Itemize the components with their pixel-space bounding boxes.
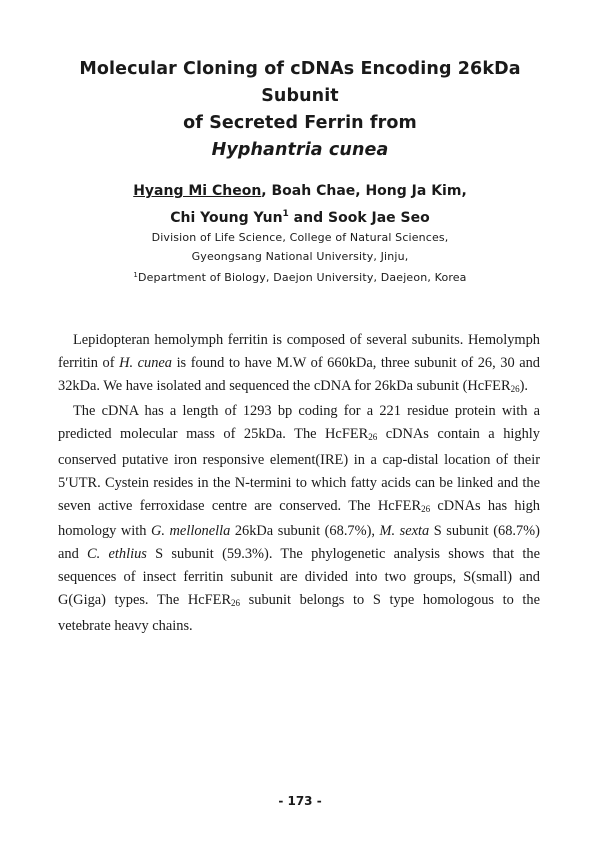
subscript: 26 xyxy=(368,432,378,443)
presenting-author: Hyang Mi Cheon xyxy=(133,183,262,199)
author-list xyxy=(40,180,560,230)
text-run: The cDNA has a length of 1293 bp coding for a 221 residue protein with a predicted molecular mass of 25kDa. The HcFER xyxy=(58,403,540,443)
title-line-1: Molecular Cloning of cDNAs Encoding 26kDa Subunit xyxy=(79,59,521,106)
text-run: Lepidopteran hemolymph ferritin is composed of several subunits. Hemolymph ferritin of xyxy=(58,332,540,371)
title-line-2: of Secreted Ferrin from xyxy=(183,113,417,133)
subscript: 26 xyxy=(421,503,431,514)
species-name: C. ethlius xyxy=(87,546,147,563)
affiliation-line-3 xyxy=(40,266,560,288)
affiliation-marker: 1 xyxy=(133,271,139,279)
affiliation-line-2: Gyeongsang National University, Jinju, xyxy=(191,249,409,263)
author-name: Chi Young Yun xyxy=(170,210,283,226)
text-run: cDNAs has high homology with xyxy=(58,497,540,540)
abstract-body xyxy=(58,329,540,637)
title-species: Hyphantria cunea xyxy=(211,140,389,160)
abstract-paragraph-2 xyxy=(58,400,540,637)
author-name: Boah Chae xyxy=(271,183,356,199)
species-name: G. mellonella xyxy=(151,523,231,540)
paper-title xyxy=(40,56,560,164)
author-name: Hong Ja Kim xyxy=(365,183,462,199)
abstract-paragraph-1 xyxy=(58,329,540,400)
subscript: 26 xyxy=(510,383,520,394)
text-run: 26kDa subunit (68.7%), xyxy=(230,523,380,540)
author-line-1 xyxy=(40,180,560,203)
text-run: S subunit (68.7%) and xyxy=(58,523,540,563)
affiliation-text: Department of Biology, Daejon University, Daejeon, Korea xyxy=(138,271,467,284)
text-run: S subunit (59.3%). The phylogenetic analysis shows that the sequences of insect ferritin subunit are divided into two groups, S(small) and G(Giga) types. The HcFER xyxy=(58,546,540,608)
affiliations xyxy=(40,229,560,288)
species-name: M. sexta xyxy=(379,523,430,540)
page-number: - 173 - xyxy=(278,794,322,808)
author-name: Sook Jae Seo xyxy=(328,210,430,226)
author-separator: , xyxy=(461,183,467,199)
author-separator: , xyxy=(355,183,366,199)
author-conjunction: and xyxy=(288,210,328,226)
text-run: ). xyxy=(519,377,528,394)
subscript: 26 xyxy=(231,597,241,608)
author-separator: , xyxy=(261,183,272,199)
species-name: H. cunea xyxy=(119,354,172,371)
affiliation-line-1: Division of Life Science, College of Natural Sciences, xyxy=(151,231,449,244)
text-run: subunit belongs to S type homologous to the vetebrate heavy chains. xyxy=(58,591,540,634)
text-run: is found to have M.W of 660kDa, three subunit of 26, 30 and 32kDa. We have isolated and sequenced the cDNA for 26kDa subunit (HcFER xyxy=(58,354,540,394)
author-line-2 xyxy=(40,203,560,230)
affiliation-marker: 1 xyxy=(282,209,289,219)
text-run: cDNAs contain a highly conserved putative iron responsive element(IRE) in a cap-distal location of their 5′UTR. Cystein resides in the N-termini to which fatty acids can be linked and the seven active ferroxidase centre are conserved. The HcFER xyxy=(58,426,540,514)
